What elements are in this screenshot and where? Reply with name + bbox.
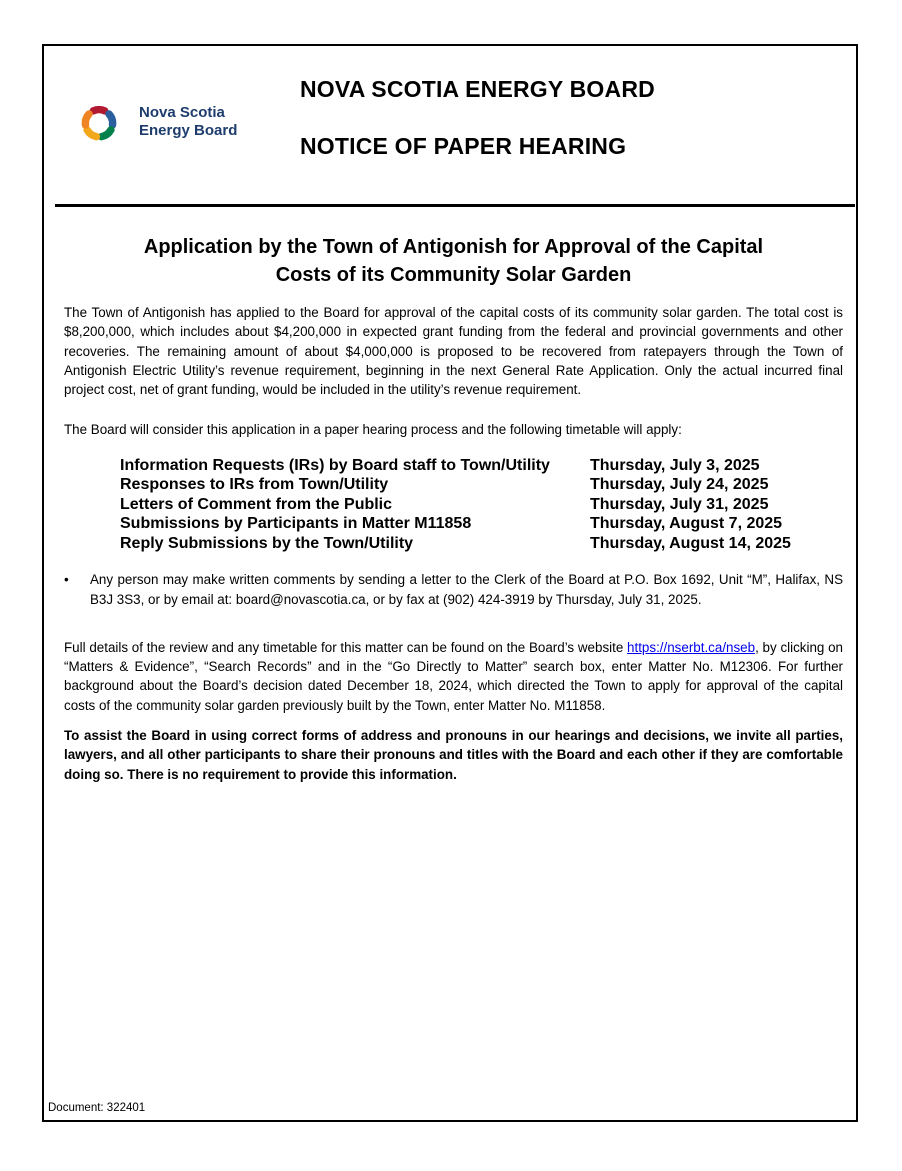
nseb-logo — [68, 90, 237, 154]
timetable-row — [120, 535, 843, 555]
bullet-icon: • — [64, 572, 69, 588]
comments-bullet — [64, 570, 843, 609]
document-number: Document: 322401 — [48, 1102, 146, 1114]
details-post-text: , by clicking on “Matters & Evidence”, “Search Records” and in the “Go Directly to Matter” search box, enter Matter No. M12306. For further background about the Board’s decision dated December 18, 2024, which directed the Town to apply for approval of the capital costs of the community solar garden previously built by the Town, enter Matter No. M11858. — [64, 639, 843, 713]
horizontal-rule — [55, 204, 855, 207]
timetable-date: Thursday, July 3, 2025 — [590, 456, 760, 474]
notice-title: NOTICE OF PAPER HEARING — [300, 133, 627, 159]
timetable-label: Submissions by Participants in Matter M11858 — [120, 515, 472, 533]
timetable-intro: The Board will consider this application in a paper hearing process and the following timetable will apply: — [64, 422, 682, 438]
intro-paragraph: The Town of Antigonish has applied to the Board for approval of the capital costs of its community solar garden. The total cost is $8,200,000, which includes about $4,200,000 in expected grant funding from the federal and provincial governments and other recoveries. The remaining amount of about $4,000,000 is proposed to be recovered from ratepayers through the Town of Antigonish Electric Utility’s revenue requirement, beginning in the next General Rate Application. Only the actual incurred final project cost, net of grant funding, would be included in the utility’s revenue requirement. — [64, 305, 843, 398]
application-heading — [64, 233, 843, 289]
details-pre-text: Full details of the review and any timetable for this matter can be found on the Board’s website — [64, 639, 628, 655]
timetable-label: Letters of Comment from the Public — [120, 495, 393, 513]
board-website-link[interactable]: https://nserbt.ca/nseb — [627, 639, 756, 655]
logo-wordmark-line2: Energy Board — [139, 122, 238, 139]
timetable-date: Thursday, July 24, 2025 — [590, 476, 769, 494]
page-header — [64, 46, 843, 204]
comments-bullet-text: Any person may make written comments by sending a letter to the Clerk of the Board at P.O. Box 1692, Unit “M”, Halifax, NS B3J 3S3, or by email at: board@novascotia.ca, or by fax at (902) 424-3919 by Thursday, July 31, 2025. — [90, 572, 843, 607]
pronouns-paragraph: To assist the Board in using correct forms of address and pronouns in our hearings and decisions, we invite all parties, lawyers, and all other participants to share their pronouns and titles with the Board and each other if they are comfortable doing so. There is no requirement to provide this information. — [64, 728, 843, 782]
notice-page — [42, 44, 858, 1122]
application-heading-line1: Application by the Town of Antigonish for Approval of the Capital — [143, 236, 764, 258]
details-paragraph — [64, 638, 843, 715]
timetable-date: Thursday, July 31, 2025 — [590, 495, 769, 513]
timetable-row — [120, 476, 843, 496]
timetable-date: Thursday, August 14, 2025 — [590, 534, 791, 552]
timetable-date: Thursday, August 7, 2025 — [590, 515, 783, 533]
timetable-row — [120, 515, 843, 535]
logo-wordmark-line1: Nova Scotia — [139, 104, 225, 121]
timetable-label: Responses to IRs from Town/Utility — [120, 476, 389, 494]
logo-wordmark — [139, 104, 237, 140]
timetable-label: Information Requests (IRs) by Board staff to Town/Utility — [120, 456, 550, 474]
timetable-row — [120, 457, 843, 477]
pinwheel-logo-icon — [68, 90, 130, 154]
application-heading-line2: Costs of its Community Solar Garden — [275, 264, 632, 286]
timetable-row — [120, 496, 843, 516]
org-title: NOVA SCOTIA ENERGY BOARD — [300, 76, 655, 102]
timetable-label: Reply Submissions by the Town/Utility — [120, 534, 414, 552]
hearing-timetable — [120, 457, 843, 555]
